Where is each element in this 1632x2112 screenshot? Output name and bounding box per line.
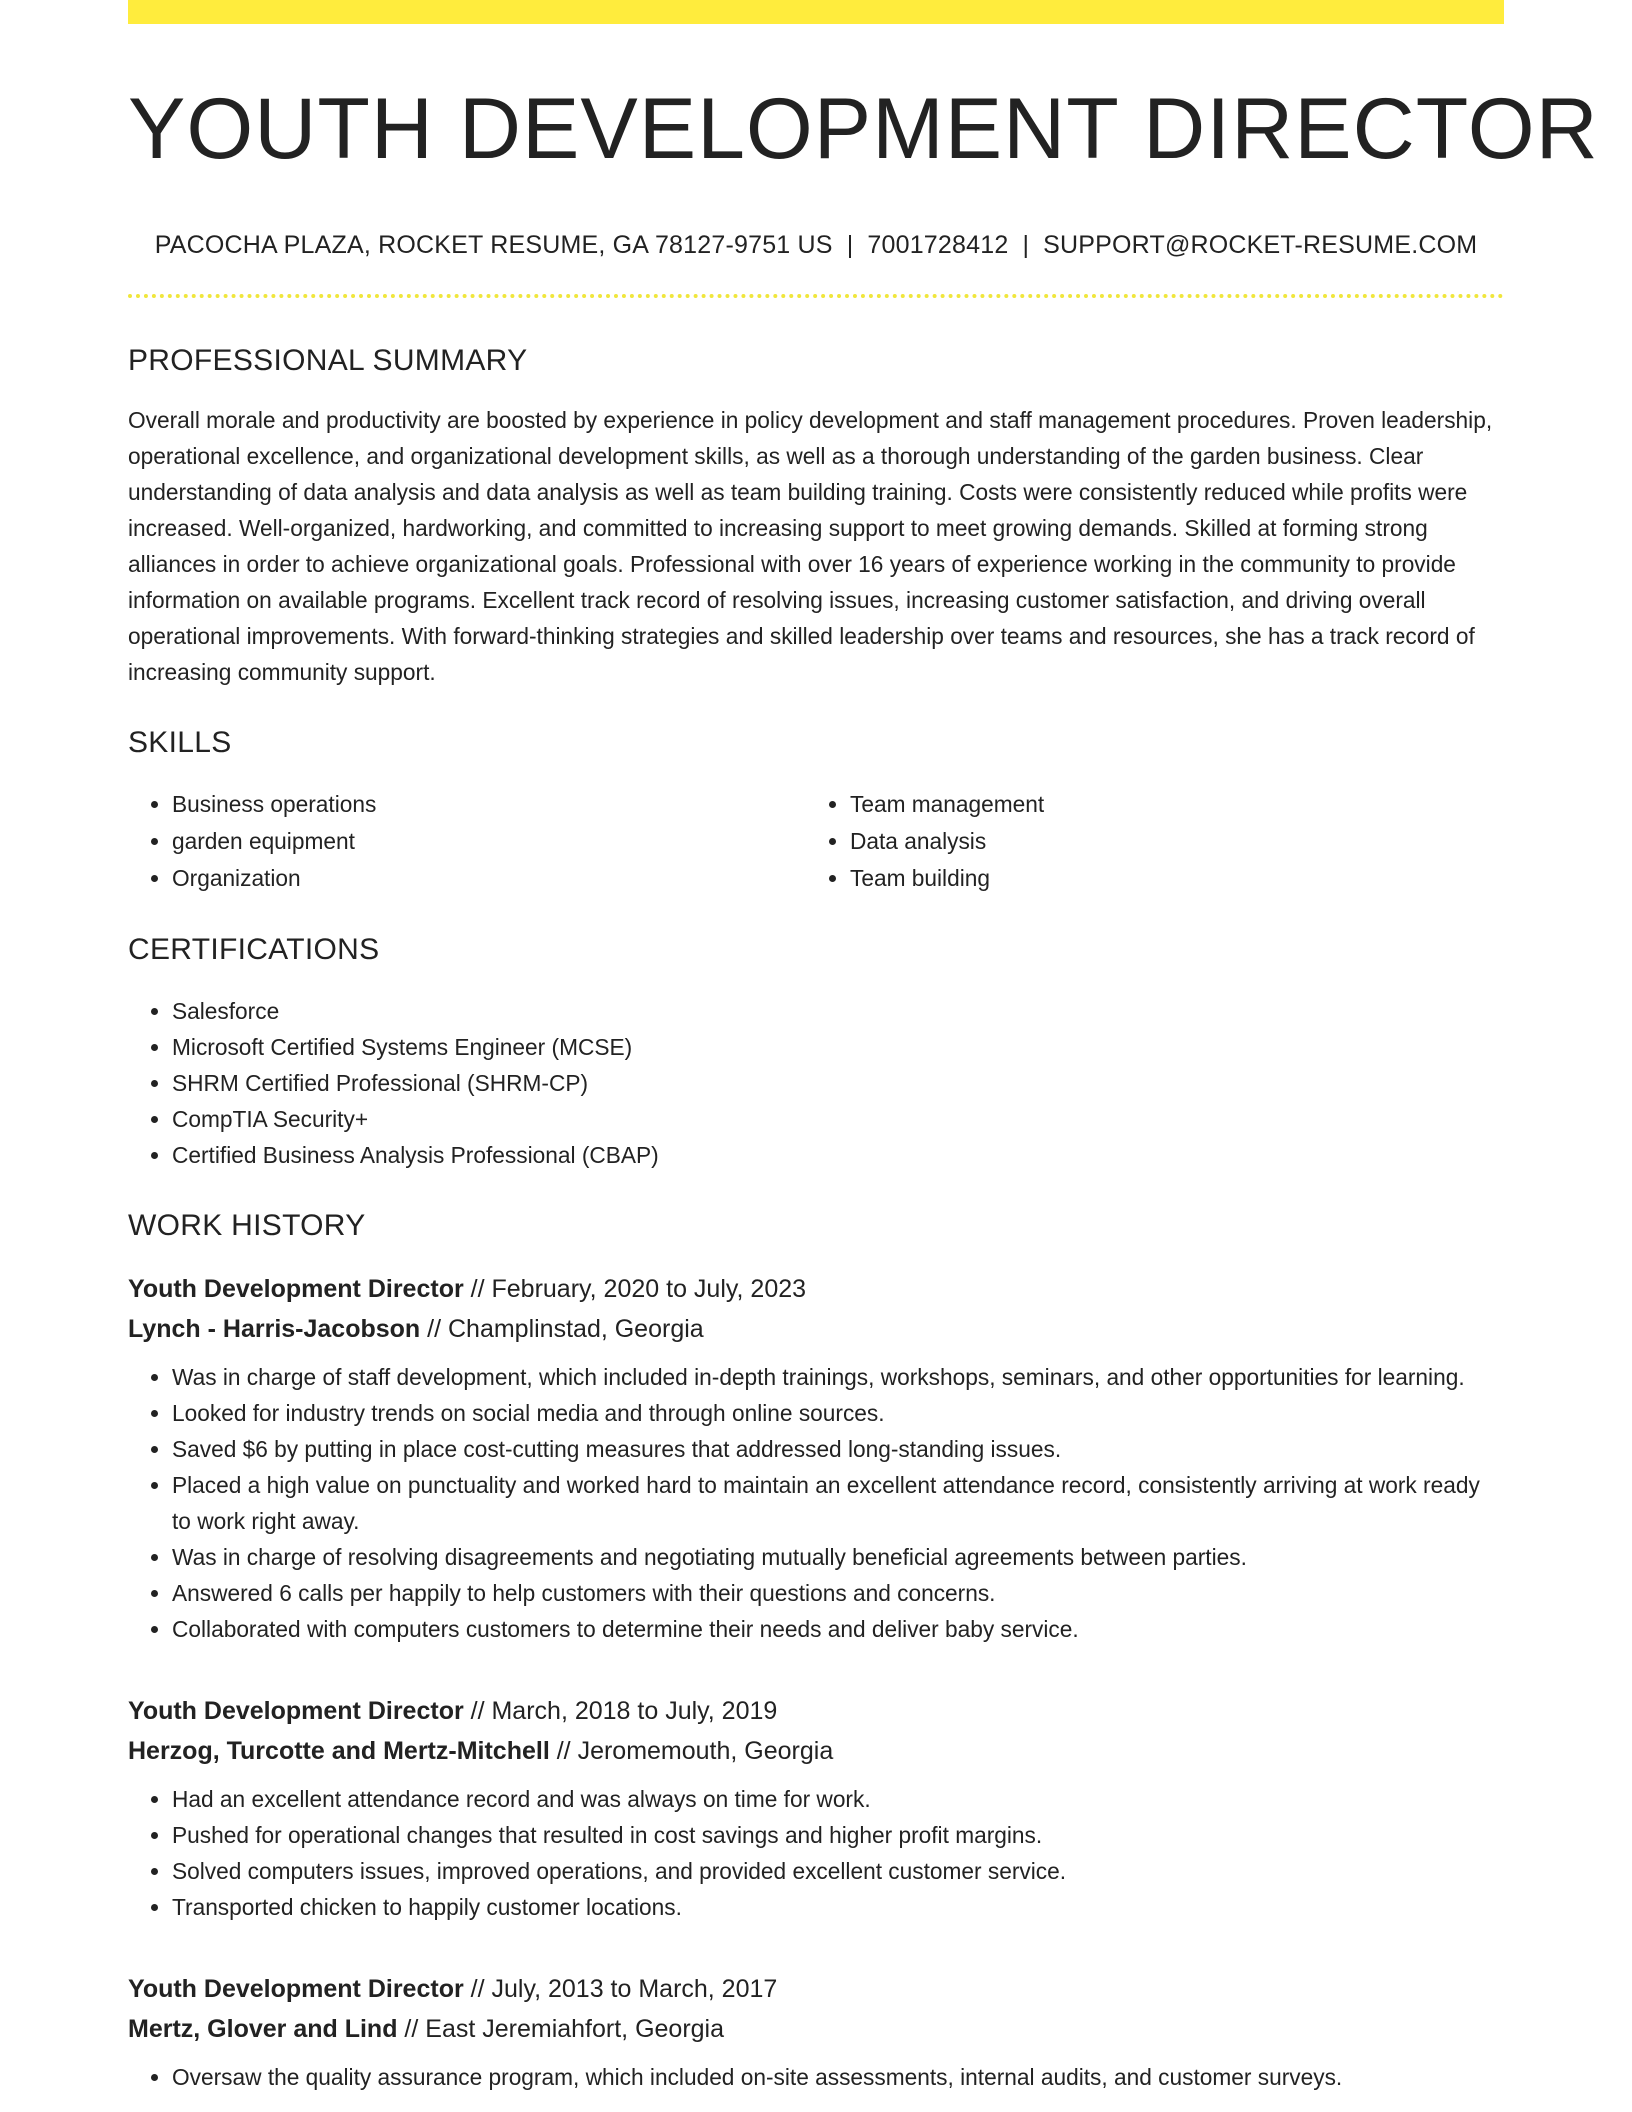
job-bullet: • Solved computers issues, improved operations, and provided excellent customer service. — [172, 1853, 1504, 1889]
job-dates: // July, 2013 to March, 2017 — [463, 1974, 778, 2003]
resume-title: YOUTH DEVELOPMENT DIRECTOR — [128, 81, 1599, 177]
job-role-line — [128, 1969, 1504, 2009]
job-company-line — [128, 1731, 1504, 1771]
skills-list-left — [128, 786, 806, 897]
job-bullet: • Placed a high value on punctuality and worked hard to maintain an excellent attendance record, consistently arriving at work ready to work right away. — [172, 1467, 1504, 1539]
skill-item: • Organization — [172, 860, 806, 897]
job-role-line — [128, 1691, 1504, 1731]
job-bullet: • Was in charge of staff development, which included in-depth trainings, workshops, seminars, and other opportunities for learning. — [172, 1359, 1504, 1395]
certifications-heading: CERTIFICATIONS — [128, 932, 380, 966]
summary-heading: PROFESSIONAL SUMMARY — [128, 343, 528, 377]
job-entry — [128, 1269, 1504, 1647]
job-dates: // March, 2018 to July, 2019 — [463, 1696, 778, 1725]
skill-item: • Business operations — [172, 786, 806, 823]
job-bullet: • Had an excellent attendance record and was always on time for work. — [172, 1781, 1504, 1817]
job-role: Youth Development Director — [128, 1974, 464, 2003]
contact-separator: | — [846, 230, 854, 259]
job-bullets — [128, 1781, 1504, 1925]
contact-separator: | — [1022, 230, 1030, 259]
job-bullet: • Oversaw the quality assurance program, which included on-site assessments, internal audits, and customer surveys. — [172, 2059, 1504, 2095]
job-bullet: • Collaborated with computers customers to determine their needs and deliver baby service. — [172, 1611, 1504, 1647]
job-location: // Champlinstad, Georgia — [420, 1314, 704, 1343]
job-company-line — [128, 2009, 1504, 2049]
job-location: // Jeromemouth, Georgia — [549, 1736, 834, 1765]
certification-item: • CompTIA Security+ — [172, 1101, 1504, 1137]
job-bullets — [128, 1359, 1504, 1647]
job-company: Lynch - Harris-Jacobson — [128, 1314, 421, 1343]
job-bullet: • Saved $6 by putting in place cost-cutting measures that addressed long-standing issues. — [172, 1431, 1504, 1467]
job-location: // East Jeremiahfort, Georgia — [397, 2014, 725, 2043]
contact-address: PACOCHA PLAZA, ROCKET RESUME, GA 78127-9751 US — [154, 230, 833, 259]
summary-text: Overall morale and productivity are boosted by experience in policy development and staff management procedures. Proven leadership, operational excellence, and organizational development skills, as well as a thorough understanding of the garden business. Clear understanding of data analysis and data analysis as well as team building training. Costs were consistently reduced while profits were increased. Well-organized, hardworking, and committed to increasing support to meet growing demands. Skilled at forming strong alliances in order to achieve organizational goals. Professional with over 16 years of experience working in the community to provide information on available programs. Excellent track record of resolving issues, increasing customer satisfaction, and driving overall operational improvements. With forward-thinking strategies and skilled leadership over teams and resources, she has a track record of increasing community support. — [128, 406, 1493, 685]
job-bullets — [128, 2059, 1504, 2095]
certification-item: • Salesforce — [172, 993, 1504, 1029]
skill-item: • garden equipment — [172, 823, 806, 860]
job-role-line — [128, 1269, 1504, 1309]
job-role: Youth Development Director — [128, 1274, 464, 1303]
skills-section — [128, 726, 1504, 897]
header-divider — [128, 294, 1504, 298]
contact-email: SUPPORT@ROCKET-RESUME.COM — [1043, 230, 1478, 259]
job-company-line — [128, 1309, 1504, 1349]
accent-bar — [128, 0, 1504, 24]
certification-item: • Microsoft Certified Systems Engineer (MCSE) — [172, 1029, 1504, 1065]
job-bullet: • Pushed for operational changes that resulted in cost savings and higher profit margins. — [172, 1817, 1504, 1853]
work-history-section — [128, 1209, 1504, 2095]
job-bullet: • Was in charge of resolving disagreements and negotiating mutually beneficial agreements between parties. — [172, 1539, 1504, 1575]
contact-line — [128, 231, 1504, 260]
job-role: Youth Development Director — [128, 1696, 464, 1725]
contact-phone: 7001728412 — [867, 230, 1009, 259]
skills-list-right — [806, 786, 1484, 897]
skill-item: • Data analysis — [850, 823, 1484, 860]
skill-item: • Team management — [850, 786, 1484, 823]
job-bullet: • Looked for industry trends on social media and through online sources. — [172, 1395, 1504, 1431]
job-dates: // February, 2020 to July, 2023 — [463, 1274, 807, 1303]
resume-page — [128, 0, 1599, 2095]
job-entry — [128, 1691, 1504, 1925]
skill-item: • Team building — [850, 860, 1484, 897]
job-bullet: • Answered 6 calls per happily to help customers with their questions and concerns. — [172, 1575, 1504, 1611]
job-company: Mertz, Glover and Lind — [128, 2014, 398, 2043]
job-entry — [128, 1969, 1504, 2095]
certification-item: • Certified Business Analysis Professional (CBAP) — [172, 1137, 1504, 1173]
skills-grid — [128, 786, 1504, 897]
job-company: Herzog, Turcotte and Mertz-Mitchell — [128, 1736, 550, 1765]
work-history-heading: WORK HISTORY — [128, 1208, 366, 1242]
certification-item: • SHRM Certified Professional (SHRM-CP) — [172, 1065, 1504, 1101]
certifications-list — [128, 993, 1504, 1173]
job-bullet: • Transported chicken to happily customer locations. — [172, 1889, 1504, 1925]
certifications-section — [128, 933, 1504, 1173]
skills-heading: SKILLS — [128, 725, 232, 759]
